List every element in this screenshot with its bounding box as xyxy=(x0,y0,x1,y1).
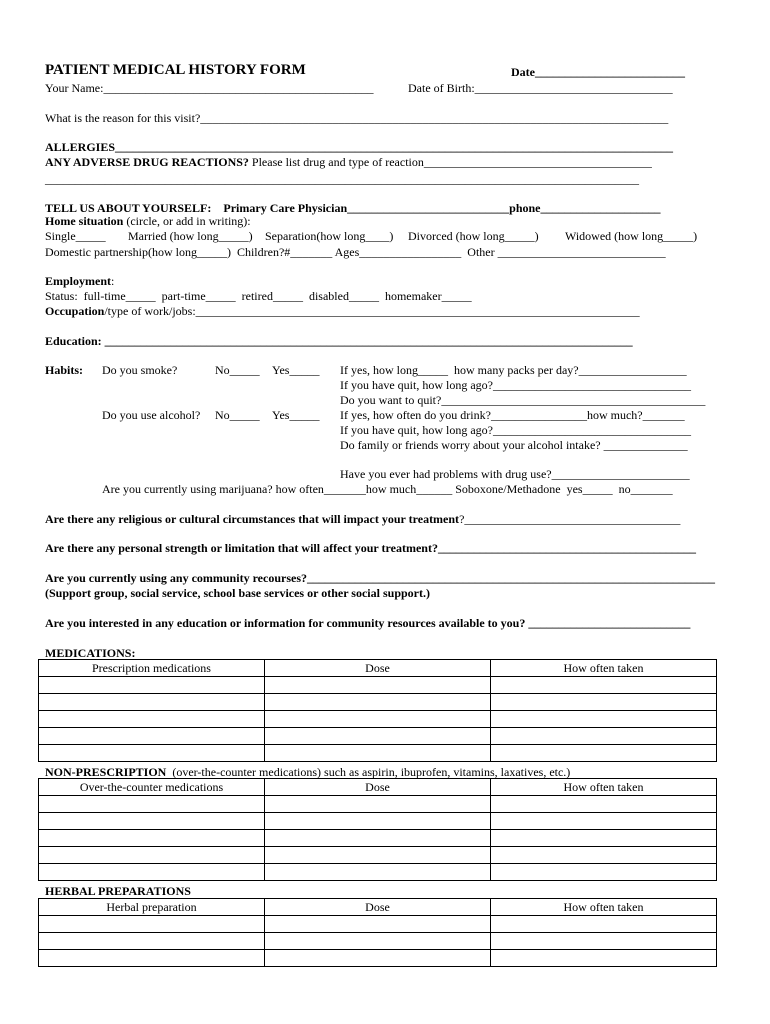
table-row xyxy=(39,933,717,950)
dob-field[interactable]: Date of Birth:_________________________________ xyxy=(408,81,673,95)
table-cell[interactable] xyxy=(265,728,491,745)
adverse-reactions-label: ANY ADVERSE DRUG REACTIONS? xyxy=(45,155,249,169)
table-cell[interactable] xyxy=(491,711,717,728)
table-cell[interactable] xyxy=(39,830,265,847)
community-resources-note: (Support group, social service, school base services or other social support.) xyxy=(45,586,430,600)
table-cell[interactable] xyxy=(491,933,717,950)
education-field[interactable]: Education: ________________________________________________________________________________________ xyxy=(45,334,633,348)
marijuana-field[interactable]: Are you currently using marijuana? how often_______how much______ Soboxone/Methadone yes_____ no_______ xyxy=(102,482,673,496)
herbal-table xyxy=(38,898,717,967)
herbal-title: HERBAL PREPARATIONS xyxy=(45,884,191,898)
table-cell[interactable] xyxy=(39,864,265,881)
married-option[interactable]: Married (how long_____) xyxy=(128,229,253,243)
smoke-quit-field[interactable]: If you have quit, how long ago?_________________________________ xyxy=(340,378,691,392)
table-cell[interactable] xyxy=(39,950,265,967)
table-row xyxy=(39,745,717,762)
col-header: Dose xyxy=(265,899,491,916)
table-row xyxy=(39,950,717,967)
home-situation-bold: Home situation xyxy=(45,214,124,228)
table-cell[interactable] xyxy=(39,745,265,762)
physician-field[interactable]: TELL US ABOUT YOURSELF: Primary Care Physician___________________________phone____________________ xyxy=(45,201,661,215)
domestic-partnership-field[interactable]: Domestic partnership(how long_____) Children?#_______ Ages_________________ Other ____________________________ xyxy=(45,245,666,259)
employment-colon: : xyxy=(111,274,115,288)
nonprescription-label: NON-PRESCRIPTION xyxy=(45,765,167,779)
table-cell[interactable] xyxy=(39,813,265,830)
table-cell[interactable] xyxy=(491,677,717,694)
home-situation-label xyxy=(45,214,251,228)
education-interest-field[interactable]: Are you interested in any education or information for community resources available to you? ___________________________ xyxy=(45,616,691,630)
table-cell[interactable] xyxy=(39,916,265,933)
divorced-option[interactable]: Divorced (how long_____) xyxy=(408,229,539,243)
employment-status-field[interactable]: Status: full-time_____ part-time_____ retired_____ disabled_____ homemaker_____ xyxy=(45,289,472,303)
adverse-reactions-prompt: Please list drug and type of reaction______________________________________ xyxy=(248,155,652,169)
table-cell[interactable] xyxy=(491,950,717,967)
smoke-want-quit-field[interactable]: Do you want to quit?____________________________________________ xyxy=(340,393,706,407)
medications-table xyxy=(38,659,717,762)
table-header-row xyxy=(39,660,717,677)
occupation-line: /type of work/jobs:__________________________________________________________________________ xyxy=(104,304,640,318)
employment-label xyxy=(45,274,114,288)
religious-question: Are there any religious or cultural circumstances that will impact your treatment xyxy=(45,512,460,526)
table-row xyxy=(39,728,717,745)
date-field[interactable]: Date_________________________ xyxy=(511,65,685,79)
table-cell[interactable] xyxy=(265,933,491,950)
alcohol-quit-field[interactable]: If you have quit, how long ago?_________________________________ xyxy=(340,423,691,437)
nonprescription-table xyxy=(38,778,717,881)
table-cell[interactable] xyxy=(491,694,717,711)
table-cell[interactable] xyxy=(39,933,265,950)
table-cell[interactable] xyxy=(491,745,717,762)
smoke-yes-field[interactable]: Yes_____ xyxy=(272,363,320,377)
single-option[interactable]: Single_____ xyxy=(45,229,106,243)
table-row xyxy=(39,813,717,830)
table-row xyxy=(39,677,717,694)
table-cell[interactable] xyxy=(491,916,717,933)
drug-use-field[interactable]: Have you ever had problems with drug use?_______________________ xyxy=(340,467,690,481)
alcohol-yes-field[interactable]: Yes_____ xyxy=(272,408,320,422)
col-header: Prescription medications xyxy=(39,660,265,677)
col-header: Herbal preparation xyxy=(39,899,265,916)
table-header-row xyxy=(39,779,717,796)
table-cell[interactable] xyxy=(265,864,491,881)
col-header: How often taken xyxy=(491,779,717,796)
table-cell[interactable] xyxy=(39,796,265,813)
alcohol-no-field[interactable]: No_____ xyxy=(215,408,260,422)
table-cell[interactable] xyxy=(265,694,491,711)
table-cell[interactable] xyxy=(265,950,491,967)
home-situation-rest: (circle, or add in writing): xyxy=(123,214,251,228)
col-header: How often taken xyxy=(491,660,717,677)
form-title: PATIENT MEDICAL HISTORY FORM xyxy=(45,62,306,78)
table-row xyxy=(39,694,717,711)
strength-field[interactable]: Are there any personal strength or limitation that will affect your treatment?___________________________________________ xyxy=(45,541,696,555)
adverse-reactions-field[interactable] xyxy=(45,155,652,169)
your-name-field[interactable]: Your Name:_____________________________________________ xyxy=(45,81,374,95)
religious-field[interactable] xyxy=(45,512,680,526)
table-cell[interactable] xyxy=(39,728,265,745)
table-row xyxy=(39,864,717,881)
smoke-how-long-field[interactable]: If yes, how long_____ how many packs per day?__________________ xyxy=(340,363,687,377)
alcohol-worry-field[interactable]: Do family or friends worry about your alcohol intake? ______________ xyxy=(340,438,688,452)
community-resources-field[interactable]: Are you currently using any community recourses?____________________________________________________________________ xyxy=(45,571,715,585)
table-cell[interactable] xyxy=(265,677,491,694)
table-cell[interactable] xyxy=(265,916,491,933)
table-cell[interactable] xyxy=(491,796,717,813)
nonprescription-desc: (over-the-counter medications) such as aspirin, ibuprofen, vitamins, laxatives, etc.) xyxy=(166,765,571,779)
allergies-field[interactable]: ALLERGIES_____________________________________________________________________________________________ xyxy=(45,140,674,154)
table-cell[interactable] xyxy=(39,847,265,864)
col-header: How often taken xyxy=(491,899,717,916)
col-header: Over-the-counter medications xyxy=(39,779,265,796)
table-cell[interactable] xyxy=(265,847,491,864)
religious-line: ?____________________________________ xyxy=(459,512,681,526)
table-header-row xyxy=(39,899,717,916)
alcohol-question: Do you use alcohol? xyxy=(102,408,201,422)
table-cell[interactable] xyxy=(265,830,491,847)
occupation-label: Occupation xyxy=(45,304,105,318)
table-cell[interactable] xyxy=(491,847,717,864)
table-row xyxy=(39,711,717,728)
adverse-reactions-line[interactable]: ___________________________________________________________________________________________________ xyxy=(45,172,639,186)
col-header: Dose xyxy=(265,779,491,796)
habits-label: Habits: xyxy=(45,363,84,377)
table-cell[interactable] xyxy=(491,864,717,881)
medications-title: MEDICATIONS: xyxy=(45,646,136,660)
visit-reason-field[interactable]: What is the reason for this visit?______________________________________________________________________________ xyxy=(45,111,669,125)
table-row xyxy=(39,847,717,864)
table-cell[interactable] xyxy=(491,728,717,745)
occupation-field[interactable] xyxy=(45,304,640,318)
widowed-option[interactable]: Widowed (how long_____) xyxy=(565,229,698,243)
table-cell[interactable] xyxy=(491,813,717,830)
smoke-no-field[interactable]: No_____ xyxy=(215,363,260,377)
table-cell[interactable] xyxy=(491,830,717,847)
table-cell[interactable] xyxy=(265,745,491,762)
table-cell[interactable] xyxy=(265,813,491,830)
table-cell[interactable] xyxy=(265,796,491,813)
table-cell[interactable] xyxy=(265,711,491,728)
table-row xyxy=(39,796,717,813)
nonprescription-title xyxy=(45,765,570,779)
separation-option[interactable]: Separation(how long____) xyxy=(265,229,394,243)
employment-bold: Employment xyxy=(45,274,111,288)
table-cell[interactable] xyxy=(39,694,265,711)
table-cell[interactable] xyxy=(39,677,265,694)
alcohol-how-often-field[interactable]: If yes, how often do you drink?________________how much?_______ xyxy=(340,408,685,422)
table-row xyxy=(39,916,717,933)
table-row xyxy=(39,830,717,847)
col-header: Dose xyxy=(265,660,491,677)
table-cell[interactable] xyxy=(39,711,265,728)
smoke-question: Do you smoke? xyxy=(102,363,178,377)
